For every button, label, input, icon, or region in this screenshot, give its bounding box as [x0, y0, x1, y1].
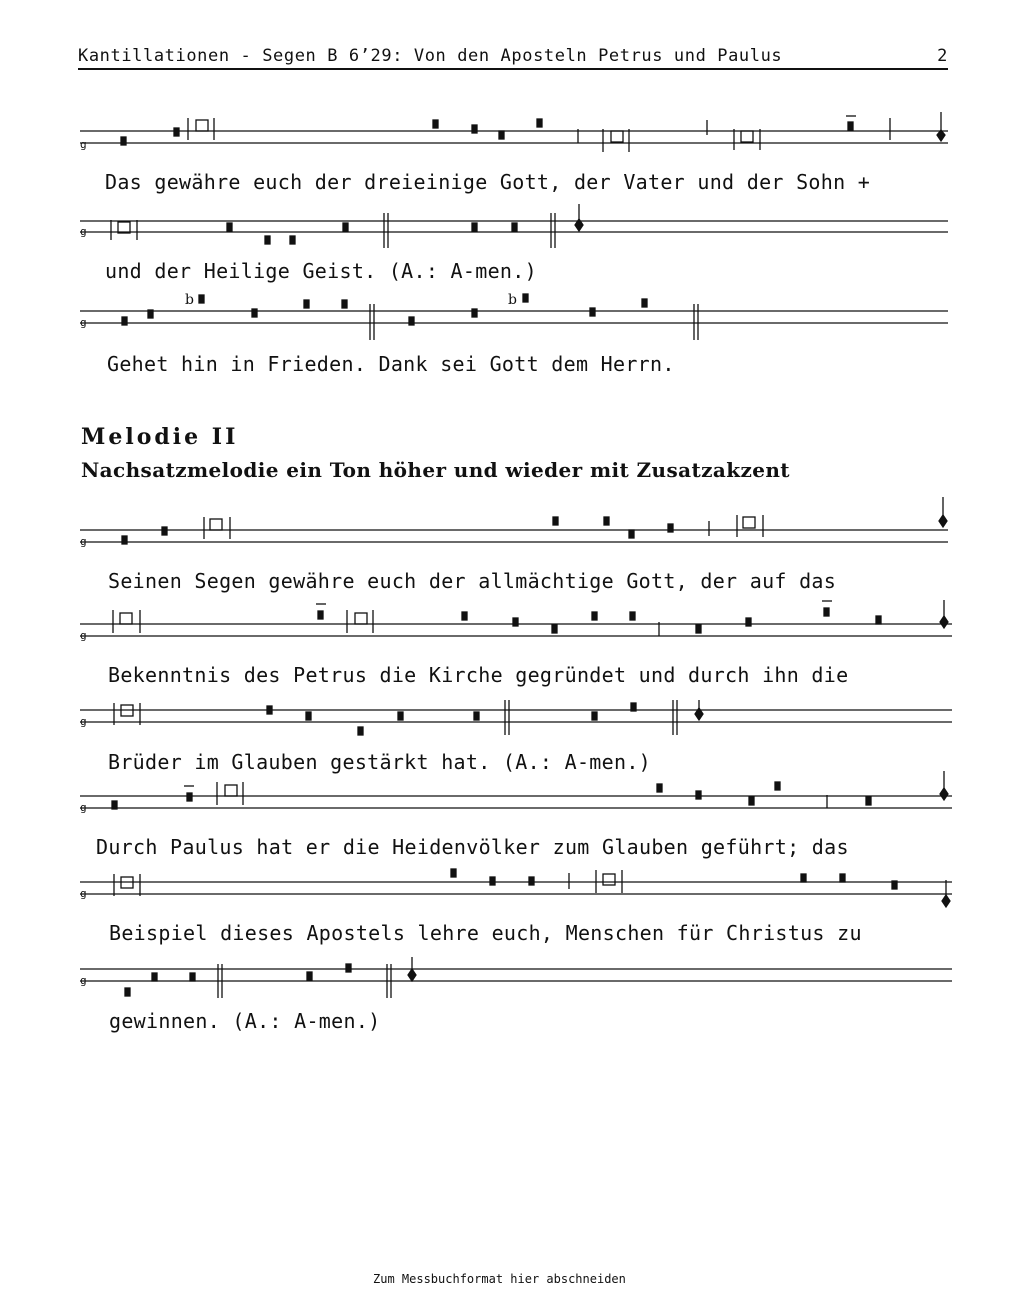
staff-7 — [80, 771, 952, 814]
note — [433, 120, 438, 128]
lyric-line-4: Seinen Segen gewähre euch der allmächtige Gott, der auf das — [108, 569, 837, 593]
svg-text:g: g — [80, 801, 87, 814]
page-number: 2 — [937, 46, 948, 66]
lyric-line-5: Bekenntnis des Petrus die Kirche gegründet und durch ihn die — [108, 663, 849, 687]
lyric-line-6: Brüder im Glauben gestärkt hat. (A.: A-men.) — [108, 750, 652, 774]
lyric-line-3: Gehet hin in Frieden. Dank sei Gott dem Herrn. — [107, 352, 675, 376]
clef-icon: g — [80, 138, 87, 151]
staff-6 — [80, 700, 952, 735]
svg-text:g: g — [80, 887, 87, 900]
svg-text:g: g — [80, 629, 87, 642]
staff-5 — [80, 600, 952, 642]
svg-text:g: g — [80, 535, 87, 548]
staff-3 — [80, 292, 948, 340]
lyric-line-2: und der Heilige Geist. (A.: A-men.) — [105, 259, 537, 283]
page-header — [78, 46, 948, 70]
note — [472, 125, 477, 133]
cut-line-note: Zum Messbuchformat hier abschneiden — [373, 1272, 626, 1286]
lyric-line-1: Das gewähre euch der dreieinige Gott, der Vater und der Sohn + — [105, 170, 871, 194]
header-title: Kantillationen - Segen B 6’29: Von den Aposteln Petrus und Paulus — [78, 46, 783, 66]
section-subtitle: Nachsatzmelodie ein Ton höher und wieder mit Zusatzakzent — [81, 458, 790, 482]
staff-2 — [80, 204, 948, 248]
svg-text:g: g — [80, 316, 87, 329]
section-title: Melodie II — [81, 424, 239, 450]
lyric-line-7: Durch Paulus hat er die Heidenvölker zum Glauben geführt; das — [96, 835, 849, 859]
svg-text:g: g — [80, 225, 87, 238]
flat-sign: b — [508, 292, 517, 308]
svg-text:g: g — [80, 715, 87, 728]
note — [537, 119, 542, 127]
staff-1 — [80, 112, 948, 152]
lyric-line-8: Beispiel dieses Apostels lehre euch, Menschen für Christus zu — [109, 921, 862, 945]
staff-9 — [80, 957, 952, 998]
staff-8 — [80, 869, 952, 907]
staff-4 — [80, 497, 948, 548]
note — [174, 128, 179, 136]
lyric-line-9: gewinnen. (A.: A-men.) — [109, 1009, 381, 1033]
flat-sign: b — [185, 292, 194, 308]
svg-text:g: g — [80, 974, 87, 987]
note — [499, 131, 504, 139]
note — [121, 137, 126, 145]
